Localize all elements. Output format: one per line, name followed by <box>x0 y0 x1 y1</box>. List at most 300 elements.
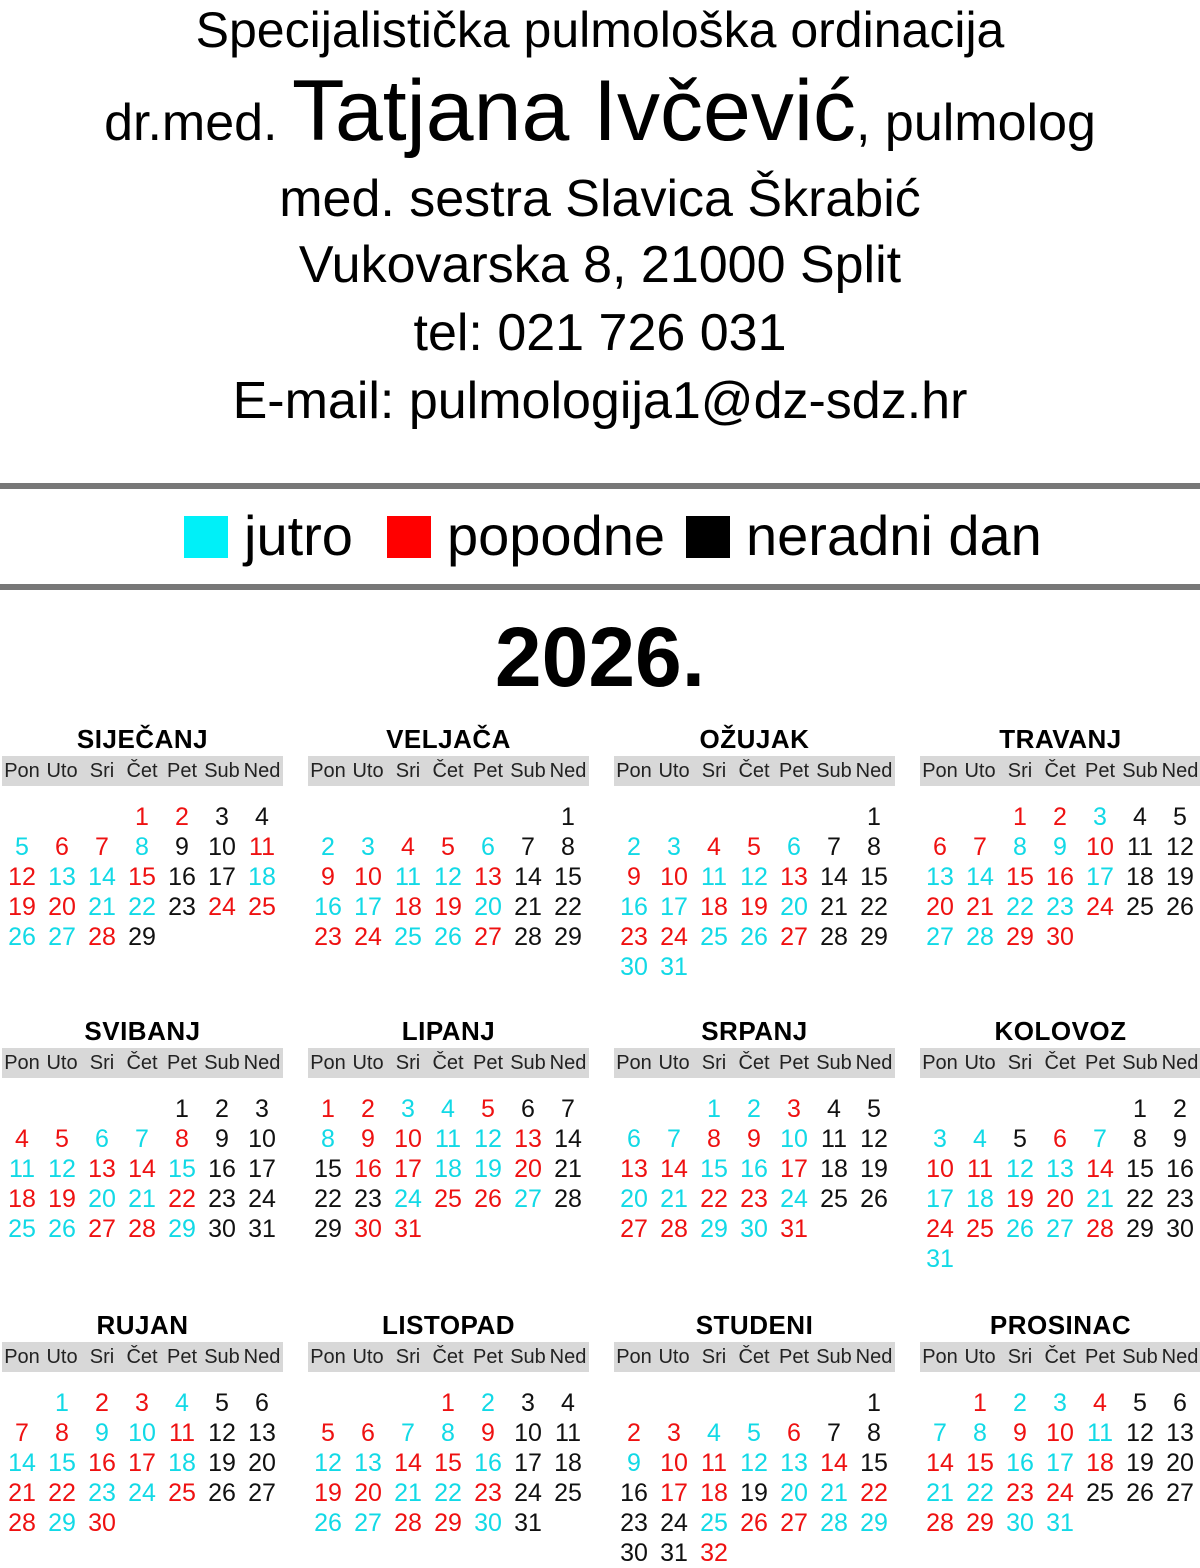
day-cell: 28 <box>88 923 116 951</box>
day-cell: 31 <box>1046 1509 1074 1537</box>
day-cell: 12 <box>8 863 36 891</box>
day-cell: 4 <box>707 833 721 861</box>
day-cell: 8 <box>441 1419 455 1447</box>
day-cell: 25 <box>554 1479 582 1507</box>
month-name: STUDENI <box>695 1310 814 1340</box>
weekday-label: Pet <box>1084 760 1116 782</box>
weekday-label: Uto <box>46 1052 78 1074</box>
day-cell: 13 <box>248 1419 276 1447</box>
day-cell: 29 <box>314 1215 342 1243</box>
weekday-label: Čet <box>432 760 464 782</box>
weekday-label: Uto <box>46 760 78 782</box>
weekday-label: Ned <box>1161 1052 1199 1074</box>
day-cell: 8 <box>321 1125 335 1153</box>
day-cell: 7 <box>667 1125 681 1153</box>
day-cell: 2 <box>1173 1095 1187 1123</box>
day-cell: 5 <box>441 833 455 861</box>
day-cell: 5 <box>747 1419 761 1447</box>
day-cell: 5 <box>1133 1389 1147 1417</box>
day-cell: 22 <box>554 893 582 921</box>
day-cell: 22 <box>128 893 156 921</box>
weekday-label: Uto <box>658 1052 690 1074</box>
day-cell: 10 <box>128 1419 156 1447</box>
day-cell: 25 <box>248 893 276 921</box>
day-cell: 11 <box>9 1155 35 1183</box>
day-cell: 27 <box>248 1479 276 1507</box>
day-cell: 12 <box>740 863 768 891</box>
day-cell: 22 <box>314 1185 342 1213</box>
day-cell: 20 <box>780 1479 808 1507</box>
day-cell: 14 <box>820 1449 848 1477</box>
day-cell: 29 <box>554 923 582 951</box>
day-cell: 15 <box>168 1155 196 1183</box>
day-cell: 31 <box>926 1245 954 1273</box>
weekday-label: Sri <box>395 1346 421 1368</box>
day-cell: 2 <box>481 1389 495 1417</box>
day-cell: 14 <box>660 1155 688 1183</box>
day-cell: 17 <box>1046 1449 1074 1477</box>
weekday-label: Pet <box>778 1346 810 1368</box>
weekday-label: Ned <box>243 760 281 782</box>
day-cell: 19 <box>434 893 462 921</box>
nurse-name: med. sestra Slavica Škrabić <box>279 170 921 228</box>
month-name: SIJEČANJ <box>76 724 209 754</box>
day-cell: 10 <box>660 863 688 891</box>
day-cell: 22 <box>860 893 888 921</box>
day-cell: 12 <box>314 1449 342 1477</box>
day-cell: 27 <box>620 1215 648 1243</box>
day-cell: 3 <box>135 1389 149 1417</box>
day-cell: 11 <box>169 1419 195 1447</box>
weekday-label: Čet <box>1044 1052 1076 1074</box>
weekday-label: Čet <box>738 760 770 782</box>
weekday-label: Ned <box>855 760 893 782</box>
day-cell: 15 <box>314 1155 342 1183</box>
day-cell: 27 <box>88 1215 116 1243</box>
day-cell: 19 <box>474 1155 502 1183</box>
day-cell: 14 <box>128 1155 156 1183</box>
day-cell: 17 <box>248 1155 276 1183</box>
day-cell: 10 <box>394 1125 422 1153</box>
day-cell: 2 <box>95 1389 109 1417</box>
day-cell: 3 <box>401 1095 415 1123</box>
day-cell: 15 <box>966 1449 994 1477</box>
day-cell: 20 <box>248 1449 276 1477</box>
title-suffix: , pulmolog <box>856 94 1096 152</box>
day-cell: 26 <box>208 1479 236 1507</box>
day-cell: 21 <box>554 1155 582 1183</box>
day-cell: 25 <box>700 1509 728 1537</box>
weekday-label: Pet <box>778 1052 810 1074</box>
weekday-label: Sub <box>204 1346 240 1368</box>
day-cell: 7 <box>135 1125 149 1153</box>
weekday-label: Ned <box>243 1346 281 1368</box>
day-cell: 24 <box>926 1215 954 1243</box>
weekday-header <box>2 1048 283 1078</box>
day-cell: 22 <box>434 1479 462 1507</box>
month-name: PROSINAC <box>989 1310 1132 1340</box>
day-cell: 21 <box>966 893 994 921</box>
day-cell: 15 <box>128 863 156 891</box>
weekday-label: Pet <box>166 760 198 782</box>
doctor-name: Tatjana Ivčević <box>291 63 856 159</box>
day-cell: 10 <box>354 863 382 891</box>
day-cell: 28 <box>554 1185 582 1213</box>
day-cell: 20 <box>48 893 76 921</box>
day-cell: 18 <box>434 1155 462 1183</box>
day-cell: 17 <box>354 893 382 921</box>
day-cell: 1 <box>1133 1095 1147 1123</box>
day-cell: 16 <box>740 1155 768 1183</box>
day-cell: 13 <box>926 863 954 891</box>
day-cell: 7 <box>521 833 535 861</box>
day-cell: 10 <box>208 833 236 861</box>
weekday-label: Pon <box>616 1346 652 1368</box>
day-cell: 26 <box>434 923 462 951</box>
weekday-label: Uto <box>658 760 690 782</box>
day-cell: 23 <box>474 1479 502 1507</box>
day-cell: 19 <box>1006 1185 1034 1213</box>
day-cell: 2 <box>361 1095 375 1123</box>
day-cell: 18 <box>1086 1449 1114 1477</box>
day-cell: 16 <box>314 893 342 921</box>
day-cell: 19 <box>48 1185 76 1213</box>
phone[interactable]: tel: 021 726 031 <box>413 304 787 362</box>
day-cell: 23 <box>314 923 342 951</box>
weekday-label: Sri <box>89 1346 115 1368</box>
weekday-label: Sri <box>395 1052 421 1074</box>
day-cell: 28 <box>820 923 848 951</box>
day-cell: 3 <box>1093 803 1107 831</box>
weekday-label: Pon <box>922 1052 958 1074</box>
month-name: KOLOVOZ <box>994 1016 1127 1046</box>
day-cell: 6 <box>55 833 69 861</box>
day-cell: 6 <box>481 833 495 861</box>
day-cell: 3 <box>361 833 375 861</box>
day-cell: 29 <box>1006 923 1034 951</box>
day-cell: 23 <box>620 923 648 951</box>
day-cell: 16 <box>1166 1155 1194 1183</box>
weekday-label: Ned <box>855 1052 893 1074</box>
day-cell: 8 <box>135 833 149 861</box>
day-cell: 28 <box>820 1509 848 1537</box>
weekday-label: Čet <box>738 1052 770 1074</box>
day-cell: 16 <box>88 1449 116 1477</box>
day-cell: 24 <box>514 1479 542 1507</box>
day-cell: 3 <box>1053 1389 1067 1417</box>
day-cell: 18 <box>8 1185 36 1213</box>
day-cell: 24 <box>208 893 236 921</box>
day-cell: 18 <box>168 1449 196 1477</box>
day-cell: 22 <box>860 1479 888 1507</box>
day-cell: 26 <box>860 1185 888 1213</box>
legend <box>0 503 1200 573</box>
legend-label: jutro <box>244 504 353 567</box>
day-cell: 31 <box>780 1215 808 1243</box>
day-cell: 10 <box>1046 1419 1074 1447</box>
day-cell: 4 <box>255 803 269 831</box>
day-cell: 5 <box>747 833 761 861</box>
day-cell: 5 <box>1013 1125 1027 1153</box>
day-cell: 30 <box>1006 1509 1034 1537</box>
day-cell: 1 <box>561 803 575 831</box>
weekday-header <box>920 756 1200 786</box>
day-cell: 30 <box>354 1215 382 1243</box>
weekday-label: Pet <box>472 1052 504 1074</box>
day-cell: 16 <box>620 1479 648 1507</box>
day-cell: 22 <box>700 1185 728 1213</box>
day-cell: 4 <box>561 1389 575 1417</box>
legend-label: popodne <box>447 504 666 567</box>
day-cell: 25 <box>8 1215 36 1243</box>
weekday-label: Sri <box>701 1052 727 1074</box>
day-cell: 29 <box>434 1509 462 1537</box>
weekday-label: Uto <box>964 1346 996 1368</box>
day-cell: 5 <box>481 1095 495 1123</box>
day-cell: 26 <box>1166 893 1194 921</box>
day-cell: 30 <box>740 1215 768 1243</box>
day-cell: 31 <box>514 1509 542 1537</box>
day-cell: 8 <box>867 1419 881 1447</box>
day-cell: 29 <box>48 1509 76 1537</box>
day-cell: 8 <box>1133 1125 1147 1153</box>
day-cell: 18 <box>700 893 728 921</box>
weekday-label: Čet <box>1044 760 1076 782</box>
month-name: SVIBANJ <box>84 1016 201 1046</box>
day-cell: 29 <box>700 1215 728 1243</box>
weekday-header <box>920 1048 1200 1078</box>
day-cell: 27 <box>48 923 76 951</box>
day-cell: 9 <box>175 833 189 861</box>
day-cell: 9 <box>627 1449 641 1477</box>
day-cell: 11 <box>435 1125 461 1153</box>
day-cell: 8 <box>1013 833 1027 861</box>
weekday-header <box>308 756 589 786</box>
day-cell: 6 <box>787 1419 801 1447</box>
month-name: RUJAN <box>96 1310 189 1340</box>
day-cell: 9 <box>95 1419 109 1447</box>
day-cell: 15 <box>860 863 888 891</box>
weekday-label: Sri <box>89 760 115 782</box>
weekday-label: Ned <box>549 1052 587 1074</box>
day-cell: 27 <box>780 923 808 951</box>
day-cell: 13 <box>474 863 502 891</box>
day-cell: 6 <box>95 1125 109 1153</box>
day-cell: 3 <box>667 833 681 861</box>
day-cell: 19 <box>1126 1449 1154 1477</box>
day-cell: 16 <box>208 1155 236 1183</box>
day-cell: 6 <box>787 833 801 861</box>
day-cell: 14 <box>1086 1155 1114 1183</box>
day-cell: 2 <box>627 1419 641 1447</box>
day-cell: 12 <box>740 1449 768 1477</box>
day-cell: 26 <box>740 923 768 951</box>
weekday-label: Sri <box>1007 760 1033 782</box>
day-cell: 21 <box>926 1479 954 1507</box>
weekday-label: Sub <box>510 760 546 782</box>
weekday-header <box>920 1342 1200 1372</box>
day-cell: 28 <box>966 923 994 951</box>
day-cell: 17 <box>1086 863 1114 891</box>
day-cell: 14 <box>514 863 542 891</box>
day-cell: 4 <box>973 1125 987 1153</box>
day-cell: 3 <box>933 1125 947 1153</box>
day-cell: 26 <box>1006 1215 1034 1243</box>
day-cell: 26 <box>740 1509 768 1537</box>
day-cell: 14 <box>8 1449 36 1477</box>
legend-swatch <box>184 516 228 558</box>
day-cell: 1 <box>175 1095 189 1123</box>
day-cell: 20 <box>514 1155 542 1183</box>
day-cell: 20 <box>1046 1185 1074 1213</box>
day-cell: 6 <box>521 1095 535 1123</box>
day-cell: 17 <box>128 1449 156 1477</box>
weekday-label: Čet <box>126 1052 158 1074</box>
weekday-label: Pon <box>310 1052 346 1074</box>
day-cell: 28 <box>926 1509 954 1537</box>
day-cell: 2 <box>321 833 335 861</box>
weekday-label: Sri <box>89 1052 115 1074</box>
day-cell: 24 <box>780 1185 808 1213</box>
day-cell: 5 <box>215 1389 229 1417</box>
day-cell: 15 <box>434 1449 462 1477</box>
day-cell: 8 <box>175 1125 189 1153</box>
day-cell: 30 <box>474 1509 502 1537</box>
weekday-label: Ned <box>1161 1346 1199 1368</box>
day-cell: 13 <box>1046 1155 1074 1183</box>
weekday-label: Ned <box>549 1346 587 1368</box>
day-cell: 11 <box>821 1125 847 1153</box>
weekday-label: Čet <box>126 1346 158 1368</box>
day-cell: 12 <box>1166 833 1194 861</box>
day-cell: 8 <box>55 1419 69 1447</box>
day-cell: 9 <box>215 1125 229 1153</box>
weekday-label: Čet <box>432 1052 464 1074</box>
day-cell: 29 <box>860 923 888 951</box>
day-cell: 10 <box>780 1125 808 1153</box>
weekday-label: Sub <box>816 1346 852 1368</box>
day-cell: 7 <box>933 1419 947 1447</box>
day-cell: 24 <box>660 923 688 951</box>
day-cell: 18 <box>554 1449 582 1477</box>
email[interactable]: E-mail: pulmologija1@dz-sdz.hr <box>232 372 968 430</box>
weekday-label: Pon <box>310 760 346 782</box>
day-cell: 30 <box>1046 923 1074 951</box>
weekday-label: Uto <box>46 1346 78 1368</box>
day-cell: 1 <box>867 1389 881 1417</box>
weekday-label: Pon <box>922 760 958 782</box>
day-cell: 24 <box>394 1185 422 1213</box>
weekday-label: Uto <box>658 1346 690 1368</box>
day-cell: 12 <box>1126 1419 1154 1447</box>
day-cell: 18 <box>820 1155 848 1183</box>
day-cell: 5 <box>15 833 29 861</box>
day-cell: 2 <box>1053 803 1067 831</box>
weekday-label: Pon <box>310 1346 346 1368</box>
weekday-header <box>2 756 283 786</box>
month-name: VELJAČA <box>386 724 511 754</box>
day-cell: 13 <box>354 1449 382 1477</box>
day-cell: 24 <box>248 1185 276 1213</box>
day-cell: 18 <box>248 863 276 891</box>
day-cell: 7 <box>561 1095 575 1123</box>
month-name: TRAVANJ <box>999 724 1122 754</box>
weekday-label: Pet <box>778 760 810 782</box>
day-cell: 7 <box>827 833 841 861</box>
weekday-label: Sri <box>395 760 421 782</box>
day-cell: 6 <box>933 833 947 861</box>
day-cell: 4 <box>175 1389 189 1417</box>
day-cell: 25 <box>1126 893 1154 921</box>
day-cell: 1 <box>1013 803 1027 831</box>
day-cell: 6 <box>1053 1125 1067 1153</box>
day-cell: 19 <box>314 1479 342 1507</box>
weekday-label: Sub <box>204 760 240 782</box>
day-cell: 11 <box>967 1155 993 1183</box>
weekday-label: Pet <box>472 760 504 782</box>
day-cell: 17 <box>208 863 236 891</box>
day-cell: 11 <box>701 863 727 891</box>
day-cell: 20 <box>1166 1449 1194 1477</box>
legend-label: neradni dan <box>746 504 1042 567</box>
day-cell: 26 <box>474 1185 502 1213</box>
weekday-label: Pon <box>922 1346 958 1368</box>
day-cell: 12 <box>860 1125 888 1153</box>
day-cell: 2 <box>747 1095 761 1123</box>
day-cell: 30 <box>1166 1215 1194 1243</box>
weekday-label: Sub <box>1122 1052 1158 1074</box>
weekday-label: Čet <box>738 1346 770 1368</box>
day-cell: 28 <box>394 1509 422 1537</box>
day-cell: 15 <box>860 1449 888 1477</box>
day-cell: 21 <box>128 1185 156 1213</box>
day-cell: 20 <box>926 893 954 921</box>
day-cell: 23 <box>620 1509 648 1537</box>
day-cell: 16 <box>1006 1449 1034 1477</box>
day-cell: 13 <box>780 1449 808 1477</box>
day-cell: 7 <box>827 1419 841 1447</box>
day-cell: 16 <box>354 1155 382 1183</box>
day-cell: 28 <box>8 1509 36 1537</box>
day-cell: 26 <box>1126 1479 1154 1507</box>
day-cell: 1 <box>973 1389 987 1417</box>
day-cell: 8 <box>973 1419 987 1447</box>
day-cell: 6 <box>1173 1389 1187 1417</box>
day-cell: 26 <box>314 1509 342 1537</box>
day-cell: 9 <box>361 1125 375 1153</box>
day-cell: 12 <box>48 1155 76 1183</box>
day-cell: 4 <box>15 1125 29 1153</box>
day-cell: 15 <box>1006 863 1034 891</box>
day-cell: 9 <box>321 863 335 891</box>
day-cell: 12 <box>474 1125 502 1153</box>
day-cell: 29 <box>128 923 156 951</box>
day-cell: 12 <box>208 1419 236 1447</box>
day-cell: 21 <box>8 1479 36 1507</box>
day-cell: 17 <box>660 1479 688 1507</box>
day-cell: 4 <box>707 1419 721 1447</box>
day-cell: 17 <box>660 893 688 921</box>
day-cell: 31 <box>394 1215 422 1243</box>
weekday-label: Ned <box>549 760 587 782</box>
day-cell: 3 <box>215 803 229 831</box>
day-cell: 23 <box>168 893 196 921</box>
day-cell: 7 <box>1093 1125 1107 1153</box>
day-cell: 22 <box>168 1185 196 1213</box>
address: Vukovarska 8, 21000 Split <box>298 236 902 294</box>
day-cell: 11 <box>395 863 421 891</box>
day-cell: 11 <box>701 1449 727 1477</box>
